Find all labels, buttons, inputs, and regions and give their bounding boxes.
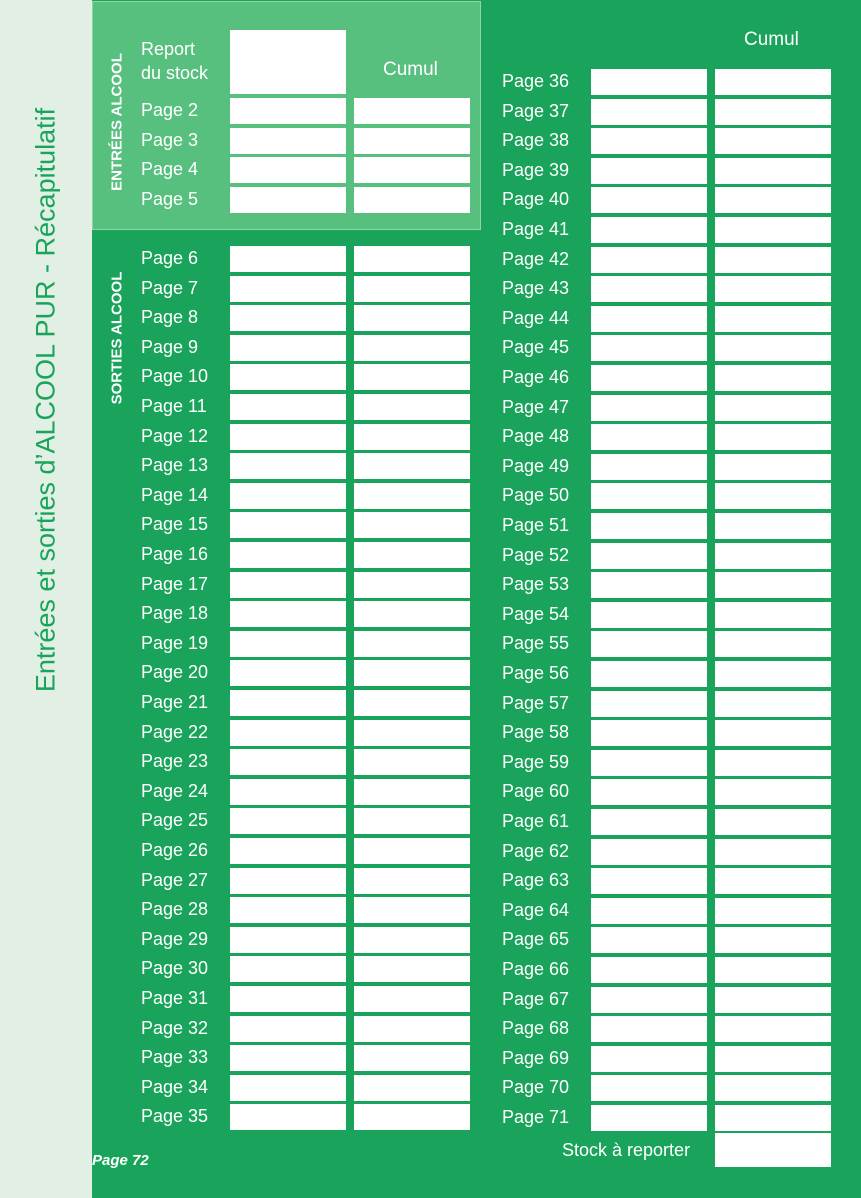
page-value-field[interactable] <box>230 276 346 302</box>
cumul-value-field[interactable] <box>354 838 470 864</box>
page-row-label: Page 52 <box>502 544 570 565</box>
page-value-field[interactable] <box>230 808 346 834</box>
page-value-field[interactable] <box>591 720 707 746</box>
cumul-value-field[interactable] <box>354 305 470 331</box>
page-row-label: Page 27 <box>141 869 209 890</box>
cumul-value-field[interactable] <box>354 335 470 361</box>
cumul-value-field[interactable] <box>354 1016 470 1042</box>
cumul-value-field[interactable] <box>354 542 470 568</box>
page-row-label: Page 9 <box>141 336 199 357</box>
page-value-field[interactable] <box>591 1016 707 1042</box>
page-row-label: Page 36 <box>502 71 570 91</box>
page-row-label: Page 15 <box>141 514 209 535</box>
page-row-label: Page 2 <box>141 100 199 120</box>
page-row-label: Page 64 <box>502 899 570 920</box>
page-row-label: Page 68 <box>502 1018 570 1039</box>
page-value-field[interactable] <box>591 247 707 273</box>
cumul-value-field[interactable] <box>354 157 470 183</box>
page-value-field[interactable] <box>230 779 346 805</box>
page-row-label: Page 60 <box>502 781 570 802</box>
page-value-field[interactable] <box>230 660 346 686</box>
page-row-label: Page 4 <box>141 159 199 180</box>
sidebar <box>0 0 92 1198</box>
page-value-field[interactable] <box>230 128 346 154</box>
cumul-value-field[interactable] <box>715 69 831 95</box>
page-row-label: Page 18 <box>141 603 209 624</box>
page-row-label: Page 62 <box>502 840 570 861</box>
cumul-value-field[interactable] <box>354 512 470 538</box>
page-value-field[interactable] <box>230 453 346 479</box>
page-row-label: Page 20 <box>141 662 209 683</box>
page-value-field[interactable] <box>591 750 707 776</box>
page-value-field[interactable] <box>591 1075 707 1101</box>
page-row-label: Page 5 <box>141 188 199 209</box>
page-row-label: Page 42 <box>502 248 570 269</box>
page-value-field[interactable] <box>591 306 707 332</box>
page-value-field[interactable] <box>591 424 707 450</box>
cumul-value-field[interactable] <box>715 424 831 450</box>
cumul-value-field[interactable] <box>354 276 470 302</box>
page-value-field[interactable] <box>591 631 707 657</box>
page-value-field[interactable] <box>591 1105 707 1131</box>
page-value-field[interactable] <box>591 454 707 480</box>
stock-a-reporter-field[interactable] <box>715 1133 831 1167</box>
page-row-label: Page 28 <box>141 899 209 920</box>
sorties-section-label: SORTIES ALCOOL <box>108 271 126 405</box>
cumul-value-field[interactable] <box>715 99 831 125</box>
page-row-label: Page 3 <box>141 129 199 150</box>
page-row-label: Page 33 <box>141 1047 209 1068</box>
right-cumul-header: Cumul <box>744 29 799 50</box>
page-value-field[interactable] <box>591 898 707 924</box>
page-row-label: Page 57 <box>502 692 570 713</box>
cumul-value-field[interactable] <box>354 956 470 982</box>
page-row-label: Page 50 <box>502 485 570 506</box>
page-value-field[interactable] <box>230 1104 346 1130</box>
page-row-label: Page 53 <box>502 574 570 595</box>
cumul-value-field[interactable] <box>354 187 470 213</box>
page-row-label: Page 7 <box>141 277 199 298</box>
page-row-label: Page 44 <box>502 307 570 328</box>
page-row-label: Page 39 <box>502 159 570 180</box>
cumul-value-field[interactable] <box>715 128 831 154</box>
cumul-value-field[interactable] <box>715 927 831 953</box>
cumul-value-field[interactable] <box>354 808 470 834</box>
cumul-value-field[interactable] <box>715 839 831 865</box>
page-row-label: Page 63 <box>502 870 570 891</box>
page-value-field[interactable] <box>591 779 707 805</box>
cumul-value-field[interactable] <box>354 749 470 775</box>
page-value-field[interactable] <box>591 661 707 687</box>
page-row-label: Page 58 <box>502 722 570 743</box>
page-number: Page 72 <box>92 1152 149 1169</box>
cumul-value-field[interactable] <box>715 572 831 598</box>
report-stock-label-line1: Report <box>141 39 196 59</box>
page-row-label: Page 43 <box>502 278 570 299</box>
cumul-value-field[interactable] <box>715 217 831 243</box>
page-row-label: Page 34 <box>141 1076 209 1097</box>
cumul-value-field[interactable] <box>715 691 831 717</box>
page-value-field[interactable] <box>591 69 707 95</box>
stock-a-reporter-label: Stock à reporter <box>562 1140 691 1160</box>
page-row-label: Page 45 <box>502 337 570 358</box>
page-row-label: Page 29 <box>141 928 209 949</box>
page-value-field[interactable] <box>230 1045 346 1071</box>
page-row-label: Page 14 <box>141 484 209 505</box>
page-value-field[interactable] <box>591 809 707 835</box>
page-row-label: Page 30 <box>141 958 209 979</box>
page-value-field[interactable] <box>591 99 707 125</box>
cumul-value-field[interactable] <box>715 602 831 628</box>
cumul-value-field[interactable] <box>715 335 831 361</box>
page-row-label: Page 22 <box>141 721 209 742</box>
form-title: Entrées et sorties d’ALCOOL PUR - Récapitulatif <box>30 107 61 693</box>
cumul-value-field[interactable] <box>715 1075 831 1101</box>
page-row-label: Page 66 <box>502 959 570 979</box>
page-row-label: Page 40 <box>502 189 570 210</box>
page-value-field[interactable] <box>230 631 346 657</box>
page-value-field[interactable] <box>591 128 707 154</box>
cumul-value-field[interactable] <box>715 868 831 894</box>
page-row-label: Page 26 <box>141 840 209 860</box>
cumul-value-field[interactable] <box>354 572 470 598</box>
cumul-value-field[interactable] <box>715 454 831 480</box>
page-value-field[interactable] <box>230 187 346 213</box>
page-value-field[interactable] <box>230 305 346 331</box>
cumul-value-field[interactable] <box>354 720 470 746</box>
page-row-label: Page 37 <box>502 100 570 121</box>
cumul-value-field[interactable] <box>354 601 470 627</box>
page-value-field[interactable] <box>591 1046 707 1072</box>
page-value-field[interactable] <box>230 601 346 627</box>
page-value-field[interactable] <box>591 572 707 598</box>
page-row-label: Page 47 <box>502 396 570 417</box>
cumul-value-field[interactable] <box>715 543 831 569</box>
page-row-label: Page 59 <box>502 751 570 772</box>
page-row-label: Page 31 <box>141 988 209 1008</box>
page-row-label: Page 6 <box>141 248 199 268</box>
report-stock-label-line2: du stock <box>141 63 209 83</box>
cumul-value-field[interactable] <box>715 987 831 1013</box>
cumul-value-field[interactable] <box>715 957 831 983</box>
page-row-label: Page 71 <box>502 1107 570 1127</box>
cumul-value-field[interactable] <box>354 364 470 390</box>
page-row-label: Page 51 <box>502 515 570 535</box>
page-row-label: Page 69 <box>502 1047 570 1068</box>
cumul-value-field[interactable] <box>715 720 831 746</box>
page-value-field[interactable] <box>591 957 707 983</box>
page-row-label: Page 61 <box>502 811 570 831</box>
page-value-field[interactable] <box>230 1016 346 1042</box>
cumul-value-field[interactable] <box>354 779 470 805</box>
entrees-section-label: ENTRÉES ALCOOL <box>108 53 126 191</box>
page-value-field[interactable] <box>230 512 346 538</box>
cumul-value-field[interactable] <box>354 453 470 479</box>
page-value-field[interactable] <box>230 690 346 716</box>
page-row-label: Page 41 <box>502 219 570 239</box>
page-value-field[interactable] <box>591 217 707 243</box>
page-value-field[interactable] <box>230 483 346 509</box>
page-row-label: Page 17 <box>141 573 209 594</box>
page-value-field[interactable] <box>591 335 707 361</box>
page-row-label: Page 35 <box>141 1106 209 1127</box>
page-value-field[interactable] <box>230 749 346 775</box>
cumul-value-field[interactable] <box>354 98 470 124</box>
cumul-value-field[interactable] <box>354 868 470 894</box>
cumul-value-field[interactable] <box>354 631 470 657</box>
cumul-value-field[interactable] <box>354 927 470 953</box>
cumul-value-field[interactable] <box>715 1016 831 1042</box>
page-value-field[interactable] <box>591 158 707 184</box>
page-value-field[interactable] <box>591 365 707 391</box>
cumul-value-field[interactable] <box>715 158 831 184</box>
cumul-value-field[interactable] <box>354 1045 470 1071</box>
cumul-value-field[interactable] <box>715 483 831 509</box>
page-row-label: Page 11 <box>141 396 207 416</box>
page-value-field[interactable] <box>230 1075 346 1101</box>
page-value-field[interactable] <box>591 927 707 953</box>
cumul-value-field[interactable] <box>354 246 470 272</box>
page-row-label: Page 21 <box>141 692 209 712</box>
cumul-value-field[interactable] <box>715 513 831 539</box>
cumul-value-field[interactable] <box>354 1104 470 1130</box>
page-row-label: Page 12 <box>141 425 209 446</box>
cumul-value-field[interactable] <box>354 897 470 923</box>
page-value-field[interactable] <box>230 364 346 390</box>
page-row-label: Page 19 <box>141 632 209 653</box>
page-value-field[interactable] <box>591 276 707 302</box>
cumul-value-field[interactable] <box>715 809 831 835</box>
report-stock-field[interactable] <box>230 30 346 94</box>
page-value-field[interactable] <box>591 543 707 569</box>
page-row-label: Page 25 <box>141 810 209 831</box>
page-row-label: Page 46 <box>502 367 570 387</box>
page-value-field[interactable] <box>230 542 346 568</box>
cumul-value-field[interactable] <box>354 394 470 420</box>
page-row-label: Page 13 <box>141 455 209 476</box>
page-value-field[interactable] <box>230 720 346 746</box>
page-row-label: Page 8 <box>141 307 199 328</box>
page-value-field[interactable] <box>230 868 346 894</box>
page-value-field[interactable] <box>230 838 346 864</box>
page-value-field[interactable] <box>591 602 707 628</box>
cumul-value-field[interactable] <box>354 660 470 686</box>
page-row-label: Page 67 <box>502 988 570 1009</box>
cumul-value-field[interactable] <box>715 661 831 687</box>
page-row-label: Page 48 <box>502 426 570 447</box>
cumul-value-field[interactable] <box>354 424 470 450</box>
cumul-value-field[interactable] <box>715 1105 831 1131</box>
page-value-field[interactable] <box>230 986 346 1012</box>
page-value-field[interactable] <box>591 513 707 539</box>
page-row-label: Page 49 <box>502 455 570 476</box>
page-value-field[interactable] <box>591 839 707 865</box>
page-value-field[interactable] <box>591 483 707 509</box>
cumul-value-field[interactable] <box>715 779 831 805</box>
page-value-field[interactable] <box>230 394 346 420</box>
page-row-label: Page 56 <box>502 663 570 683</box>
page-value-field[interactable] <box>230 572 346 598</box>
page-value-field[interactable] <box>591 868 707 894</box>
page-value-field[interactable] <box>230 157 346 183</box>
page-row-label: Page 23 <box>141 751 209 772</box>
page-row-label: Page 24 <box>141 780 209 801</box>
cumul-value-field[interactable] <box>715 247 831 273</box>
page-value-field[interactable] <box>230 956 346 982</box>
entrees-cumul-header: Cumul <box>383 59 438 80</box>
page-value-field[interactable] <box>591 187 707 213</box>
cumul-value-field[interactable] <box>715 1046 831 1072</box>
page-value-field[interactable] <box>230 335 346 361</box>
page-value-field[interactable] <box>591 987 707 1013</box>
cumul-value-field[interactable] <box>715 898 831 924</box>
page-value-field[interactable] <box>591 395 707 421</box>
page-value-field[interactable] <box>230 98 346 124</box>
cumul-value-field[interactable] <box>354 986 470 1012</box>
cumul-value-field[interactable] <box>715 631 831 657</box>
cumul-value-field[interactable] <box>354 690 470 716</box>
page-value-field[interactable] <box>230 246 346 272</box>
cumul-value-field[interactable] <box>715 276 831 302</box>
cumul-value-field[interactable] <box>715 365 831 391</box>
cumul-value-field[interactable] <box>354 128 470 154</box>
cumul-value-field[interactable] <box>715 187 831 213</box>
page-row-label: Page 55 <box>502 633 570 654</box>
page-row-label: Page 70 <box>502 1077 570 1098</box>
page-row-label: Page 32 <box>141 1017 209 1038</box>
page-value-field[interactable] <box>591 691 707 717</box>
cumul-value-field[interactable] <box>715 395 831 421</box>
page-value-field[interactable] <box>230 424 346 450</box>
page-value-field[interactable] <box>230 927 346 953</box>
cumul-value-field[interactable] <box>354 1075 470 1101</box>
page-value-field[interactable] <box>230 897 346 923</box>
page-row-label: Page 38 <box>502 130 570 151</box>
page-row-label: Page 54 <box>502 603 570 624</box>
cumul-value-field[interactable] <box>354 483 470 509</box>
cumul-value-field[interactable] <box>715 750 831 776</box>
page-row-label: Page 65 <box>502 929 570 950</box>
page-row-label: Page 16 <box>141 544 209 564</box>
cumul-value-field[interactable] <box>715 306 831 332</box>
page-row-label: Page 10 <box>141 366 209 387</box>
